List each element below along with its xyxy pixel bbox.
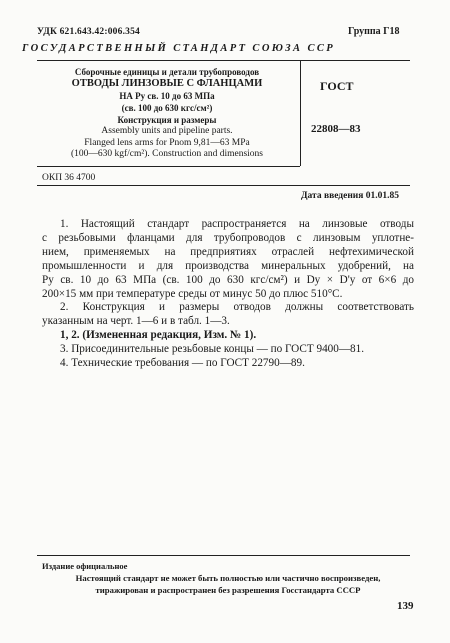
gost-label: ГОСТ xyxy=(320,79,354,93)
para1-line: с резьбовыми фланцами для трубопроводов с линзовым уплотне- xyxy=(42,231,414,244)
title-line-5: Конструкция и размеры xyxy=(117,115,217,125)
amendment-note: 1, 2. (Измененная редакция, Изм. № 1). xyxy=(60,329,257,342)
title-line-4: (св. 100 до 630 кгс/см²) xyxy=(121,103,213,113)
introduction-date: Дата введения 01.01.85 xyxy=(301,191,400,201)
notice-line-2: тиражирован и распространен без разрешения Госстандарта СССР xyxy=(95,584,361,595)
title-en-1: Assembly units and pipeline parts. xyxy=(101,126,233,136)
group-code: Группа Г18 xyxy=(348,26,400,37)
copyright-notice xyxy=(42,573,414,596)
title-line-1: Сборочные единицы и детали трубопроводов xyxy=(74,67,260,77)
header-bottom-rule xyxy=(37,166,300,167)
para1-line: 1. Настоящий стандарт распространяется на линзовые отводы xyxy=(60,218,414,230)
top-rule xyxy=(37,60,410,61)
title-en-3: (100—630 kgf/cm²). Construction and dimensions xyxy=(70,149,264,159)
title-line-3: НА Ру св. 10 до 63 МПа xyxy=(119,91,215,101)
para2-line: 2. Конструкция и размеры отводов должны соответствовать xyxy=(60,301,414,314)
header-divider xyxy=(300,60,301,166)
title-block xyxy=(37,66,297,161)
notice-line-1: Настоящий стандарт не может быть полностью или частично воспроизведен, xyxy=(75,573,381,583)
gost-number: 22808—83 xyxy=(311,123,361,135)
title-line-2: ОТВОДЫ ЛИНЗОВЫЕ С ФЛАНЦАМИ xyxy=(71,78,263,89)
okp-rule xyxy=(37,185,410,186)
standard-title: ГОСУДАРСТВЕННЫЙ СТАНДАРТ СОЮЗА ССР xyxy=(22,43,336,54)
udk-code: УДК 621.643.42:006.354 xyxy=(37,27,140,37)
para1-line: нием, применяемых на предприятиях отраслей нефтехимической xyxy=(42,245,414,258)
para2-line: указанным на черт. 1—6 и в табл. 1—3. xyxy=(42,315,230,328)
okp-code: ОКП 36 4700 xyxy=(42,173,96,183)
page-number: 139 xyxy=(397,600,414,612)
title-en-2: Flanged lens arms for Pnom 9,81—63 MPa xyxy=(84,137,250,148)
para1-line: промышленности и для производства минеральных удобрений, на xyxy=(42,259,414,272)
para1-line: Ру св. 10 до 63 МПа (св. 100 до 630 кгс/см²) и Dу × D'у от 6×6 до xyxy=(42,273,414,286)
footer-rule xyxy=(37,555,410,556)
edition-label: Издание официальное xyxy=(42,561,128,571)
para1-line: 200×15 мм при температуре среды от минус 50 до плюс 510°С. xyxy=(42,287,343,300)
para3: 3. Присоединительные резьбовые концы — по ГОСТ 9400—81. xyxy=(60,343,365,356)
para4: 4. Технические требования — по ГОСТ 22790—89. xyxy=(60,357,305,370)
body-text xyxy=(42,218,414,371)
